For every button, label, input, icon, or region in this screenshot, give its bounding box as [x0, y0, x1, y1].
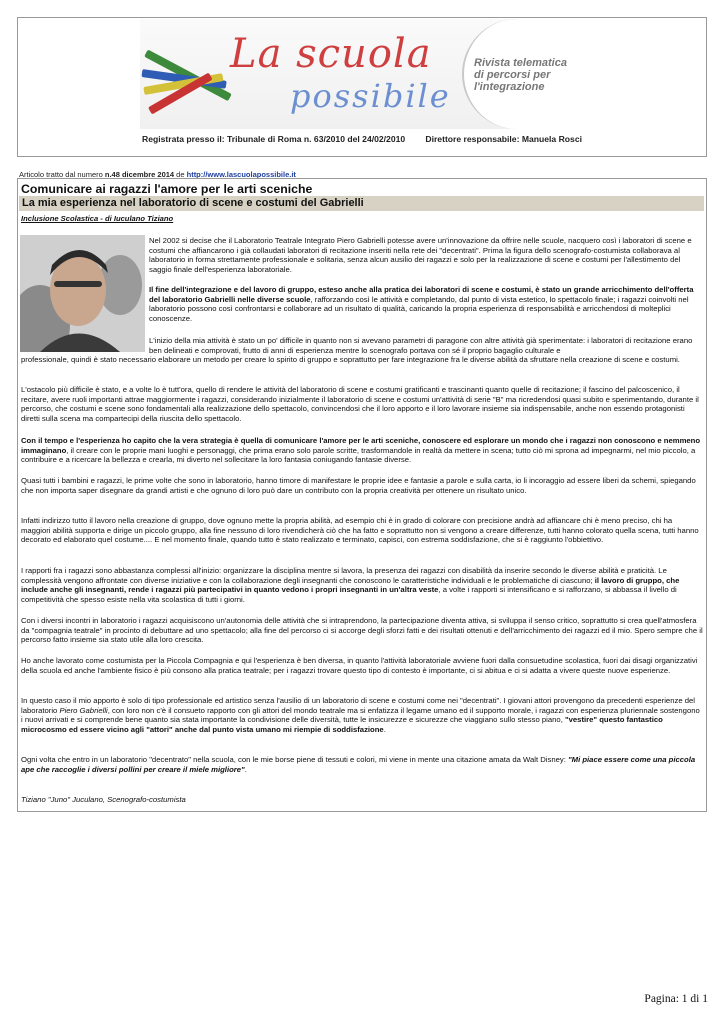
page-number: Pagina: 1 di 1: [644, 993, 708, 1005]
paragraph-2-highlight: Il fine dell'integrazione e del lavoro di gruppo, esteso anche alla pratica dei laboratori di scene e costumi, è stato un grande arricchimento dell'offerta del laboratorio Gabrielli nelle diverse scuole: [149, 285, 694, 304]
masthead-banner: [140, 19, 582, 129]
paragraph-12: [21, 755, 703, 774]
paragraph-5: [21, 436, 703, 465]
author-photo-graphic: [20, 235, 145, 352]
paragraph-5-text: , il creare con le proprie mani luoghi e personaggi, che prima erano solo parole scritte, trasformandole in realtà da mettere in scena; tutto ciò mi sprona ad impegnarmi, nel mio piccolo, a contribuire e a ricercare la bellezza e crearla, mi diverto nel sollecitare la loro fantasia coniugando fantasie diverse.: [21, 445, 696, 464]
paragraph-3-start: L'inizio della mia attività è stato un po' difficile in quanto non si avevano parametri di paragone con altre attività già sperimentate: i laboratori di recitazione erano ben delineati e comprovati, frutto di anni di esperienza mentre lo scenografo portava con sé il proprio bagaglio culturale e: [149, 336, 693, 355]
paragraph-2-text: , rafforzando così le attività e completando, dal punto di vista estetico, lo spettacolo finale; i ragazzi coinvolti nel laboratorio possono così confrontarsi e collaborare ad un risultato di qualità, caricando la propria esperienza di responsabilità e arricchendosi di molteplici conoscenze.: [149, 294, 689, 323]
paragraph-11-end: .: [383, 724, 386, 734]
paragraph-11: [21, 696, 703, 734]
source-middle: de: [174, 170, 187, 179]
masthead-title: La scuola: [230, 31, 432, 77]
paragraph-11-text-mid: , con loro non c'è il consueto rapporto con gli attori del mondo teatrale ma si enfatizza il legame umano ed il supporto morale, i ragazzi con esperienza pluriennale sostengono i nuovi arrivati e si comprende bene quanto sia stata importante la condivisione delle diversità, tutte le insicurezze e sicurezze che viaggiano sullo stesso piano,: [21, 705, 700, 724]
article-title: Comunicare ai ragazzi l'amore per le arti sceniche: [21, 182, 313, 196]
registration-line: [142, 134, 582, 144]
article-subtitle: La mia esperienza nel laboratorio di scene e costumi del Gabrielli: [22, 197, 364, 209]
paragraph-12-text: Ogni volta che entro in un laboratorio "decentrato" nella scuola, con le mie borse piene di tessuti e colori, mi viene in mente una citazione amata da Walt Disney:: [21, 755, 569, 764]
author-photo: [20, 235, 145, 352]
registration-text: Registrata presso il: Tribunale di Roma n. 63/2010 del 24/02/2010: [142, 134, 406, 144]
paragraph-2: [149, 285, 704, 323]
paragraph-11-highlight: "vestire" questo fantastico microcosmo ed essere vicino agli "attori" anche dal punto vista umano mi riempie di soddisfazione: [21, 715, 663, 734]
paragraph-10: Ho anche lavorato come costumista per la Piccola Compagnia e qui l'esperienza è ben diversa, in quanto l'attività laboratoriale avviene fuori dalla consuetudine scolastica, fuori dai disagi organizzativi della scuola ed anche l'ambiente fisico è più consono alla pratica teatrale; per i ragazzi trovare questo tipo di contesto è importante, ci si abitua e ci si adatta a vivere queste nuove esperienze.: [21, 656, 698, 675]
director-text: Direttore responsabile: Manuela Rosci: [425, 134, 582, 144]
paragraph-11-text: In questo caso il mio apporto è solo di tipo professionale ed artistico senza l'ausilio di un laboratorio di scene e costumi come nei "decentrati". I giovani attori provengono da precedenti esperienze del laboratorio: [21, 696, 695, 715]
article-byline: Inclusione Scolastica - di Iuculano Tiziano: [21, 214, 174, 223]
paragraph-6: Quasi tutti i bambini e ragazzi, le prime volte che sono in laboratorio, hanno timore di manifestare le proprie idee e fantasie a parole e sulla carta, io li incoraggio ad essere liberi da schemi, spiegando che non importa saper disegnare da grandi artisti e che ognuno di loro può dare un contributo con la propria creatività per ottenere un risultato unico.: [21, 476, 696, 495]
issue-number: n.48 dicembre 2014: [104, 170, 175, 179]
paragraph-9: Con i diversi incontri in laboratorio i ragazzi acquisiscono un'autonomia delle attività che si intraprendono, la partecipazione diventa attiva, si sviluppa il senso critico, soprattutto si crea quell'atmosfera da "compagnia teatrale" in procinto di debuttare ad uno spettacolo; alla fine del percorso ci si accorge degli sforzi fatti e dei risultati ottenuti e dell'arricchimento dei ragazzi ed il mio. Spero sempre che il percorso fatto insieme sia stato utile alla loro crescita.: [21, 616, 703, 644]
source-prefix: Articolo tratto dal numero: [19, 170, 105, 179]
paragraph-3-end: professionale, quindi è stato necessario elaborare un metodo per creare lo spirito di gruppo e soprattutto per fare integrazione fra le diverse abilità da sfruttare nella creazione di scene e costumi.: [21, 355, 680, 364]
paragraph-7: Infatti indirizzo tutto il lavoro nella creazione di gruppo, dove ognuno mette la propria abilità, ad esempio chi è in grado di colorare con precisione andrà ad affiancare chi è meno preciso, chi ha maggiori abilità supporta e dirige un piccolo gruppo, alla fine nessuno di loro rivendicherà ciò che ha fatto e soprattutto non si vengono a creare differenze, tutti hanno colorato quella scena, tutti hanno decorato ed elaborato quel costume.... E nel momento finale, quando tutto è stato realizzato e terminato, capisci, con estrema soddisfazione, che si è raggiunto l'obbiettivo.: [21, 516, 699, 544]
paragraph-12-end: .: [244, 764, 247, 774]
paragraph-8-text: I rapporti fra i ragazzi sono abbastanza complessi all'inizio: organizzare la disciplina mentre si lavora, la presenza dei ragazzi con disabilità da inserire secondo le diverse abilità e praticità. Le complessità vengono affrontate con diverse iniziative e con la collaborazione degli insegnanti che conoscono le caratteristiche individuali e le problematiche di ciascuno;: [21, 566, 667, 585]
masthead-subtitle: Rivista telematica di percorsi per l'integrazione: [474, 57, 567, 93]
paragraph-11-italic: Piero Gabrielli: [59, 705, 108, 715]
source-link[interactable]: http://www.lascuolapossibile.it: [186, 170, 296, 179]
disney-quote: "Mi piace essere come una piccola ape che raccoglie i diversi pollini per creare il miele migliore": [21, 755, 696, 774]
paragraph-8: [21, 566, 703, 604]
author-signature: Tiziano "Juno" Juculano, Scenografo-costumista: [21, 795, 186, 804]
paragraph-1: Nel 2002 si decise che il Laboratorio Teatrale Integrato Piero Gabrielli potesse avere un'innovazione da offrire nelle scuole, nacquero così i laboratori di scene e costumi che affiancarono i già collaudati laboratori di recitazione inseriti nella rete dei "decentrati". Prima la figura dello scenografo-costumista collaborava al laboratorio in forma strettamente professionale e solitaria, senza alcun ausilio dei ragazzi e solo per la realizzazione di scene e costumi per l'allestimento del saggio finale dell'esperienza laboratoriale.: [149, 236, 692, 274]
paragraph-8-highlight: il lavoro di gruppo, che include anche gli insegnanti, rende i ragazzi più partecipativi in quanto vedono i propri insegnanti in un'altra veste: [21, 575, 680, 594]
paragraph-8-text-end: , a volte i rapporti si intensificano e si rafforzano, si abbassa il livello di competitività che spesso esiste nella vita scolastica di tutti i giorni.: [21, 585, 677, 604]
paragraph-4: L'ostacolo più difficile è stato, e a volte lo è tutt'ora, quello di rendere le attività del laboratorio di scene e costumi gratificanti e trascinanti quanto quelle di recitazione; il fascino del palcoscenico, il recitare, avere ruoli importanti attrae maggiormente i ragazzi, considerando inizialmente il laboratorio di scene e costumi un'attività di serie "B" ma ricredendosi quasi subito e sperimentando, durante il percorso, che costumi e scene sono fondamentali alla realizzazione dello spettacolo, convincendosi che il loro apporto e il loro lavorare insieme sia indispensabile, anche non essendo protagonisti diretti sulla scena ma compartecipi della riuscita dello spettacolo.: [21, 385, 699, 423]
paragraph-5-highlight: Con il tempo e l'esperienza ho capito che la vera strategia è quella di comunicare l'amore per le arti sceniche, conoscere ed esplorare un mondo che i ragazzi non conoscono e nemmeno immaginano: [21, 436, 701, 455]
masthead-title-secondary: possibile: [290, 77, 451, 115]
